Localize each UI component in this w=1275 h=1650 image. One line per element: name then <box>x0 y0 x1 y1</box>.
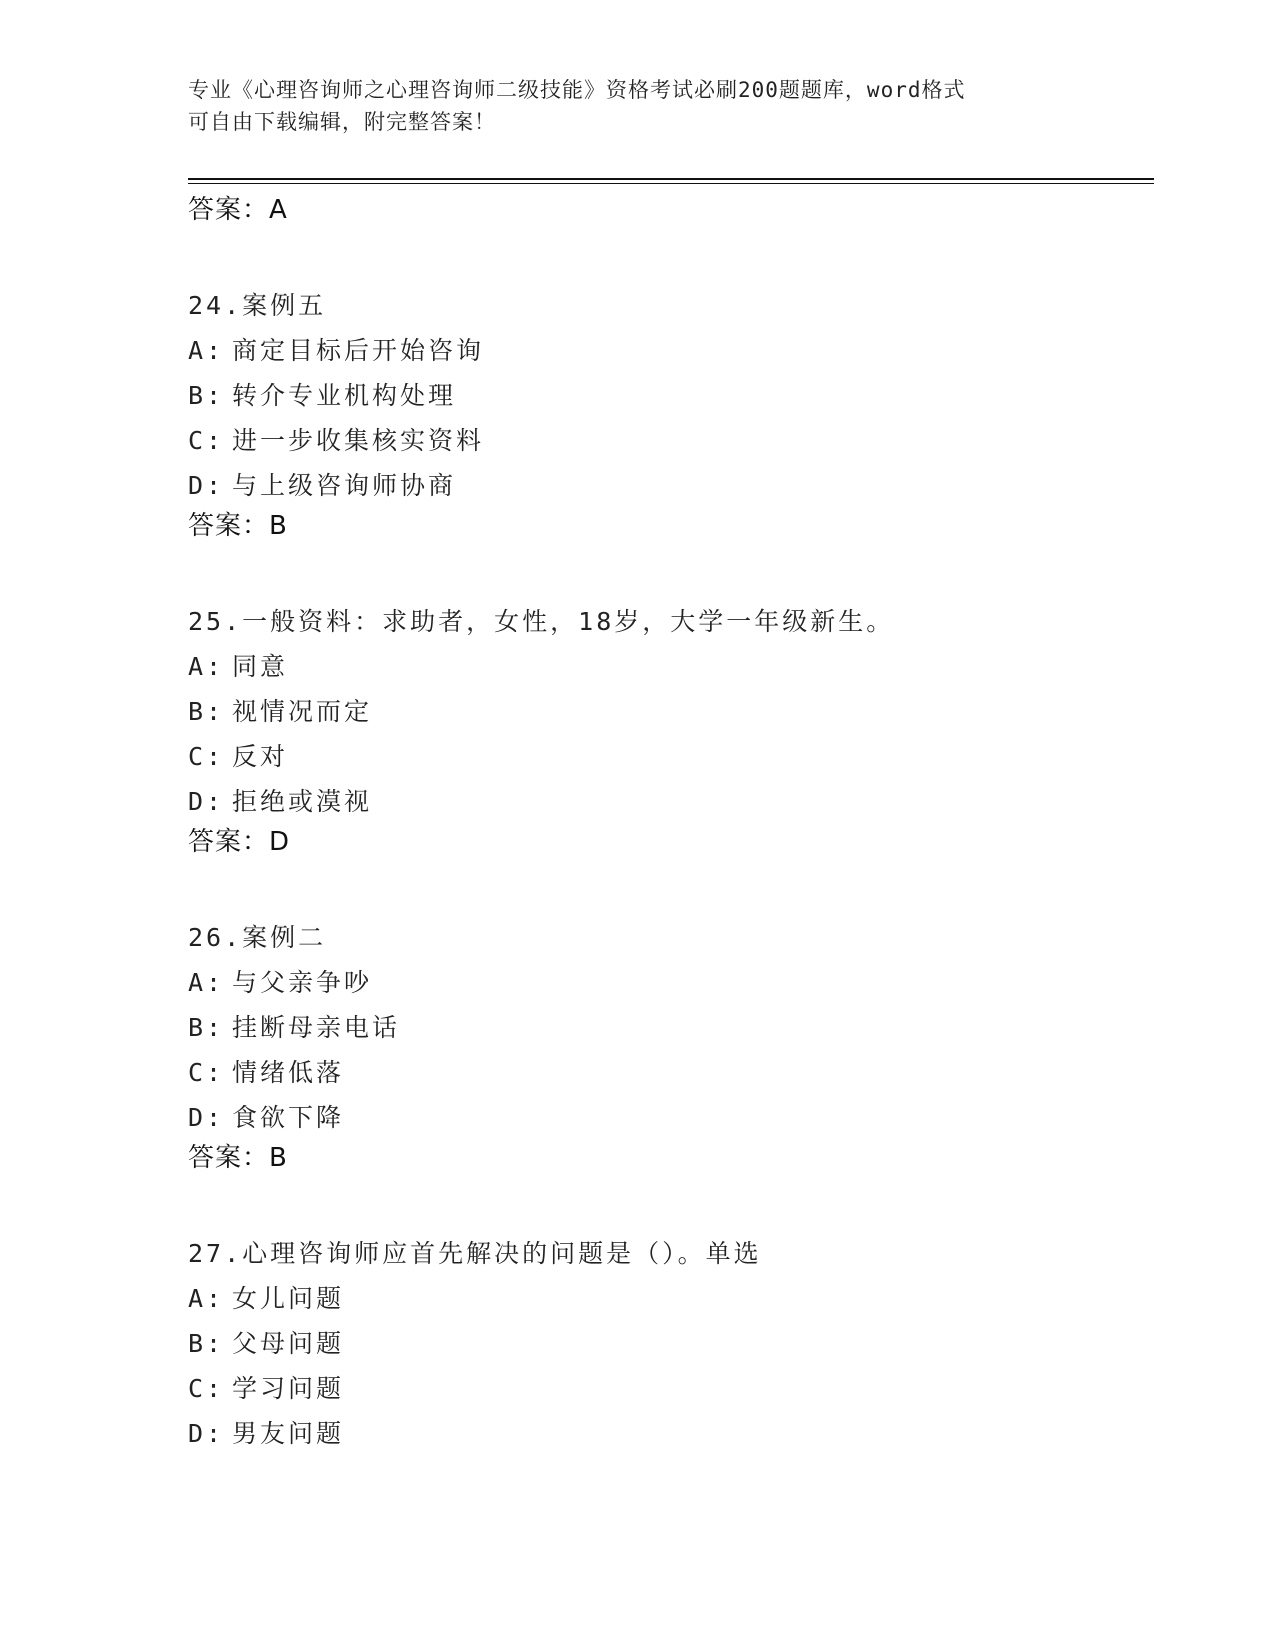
option-text: 男友问题 <box>232 1419 345 1448</box>
option-letter: B: <box>188 381 225 410</box>
option-text: 进一步收集核实资料 <box>232 426 485 455</box>
option-d <box>188 1411 1148 1456</box>
option-text: 父母问题 <box>232 1329 345 1358</box>
answer-line: 答案：A <box>188 195 288 225</box>
question-title: 26.案例二 <box>188 923 327 952</box>
option-letter: C: <box>188 1058 225 1087</box>
option-text: 商定目标后开始咨询 <box>232 336 485 365</box>
option-text: 同意 <box>232 652 289 681</box>
option-b <box>188 373 1148 418</box>
option-b <box>188 689 1148 734</box>
option-letter: A: <box>188 968 225 997</box>
spacer <box>188 544 1148 599</box>
answer-line: 答案：B <box>188 1143 288 1173</box>
document-header <box>188 74 1088 138</box>
question-block <box>188 915 1148 1176</box>
header-rule-thick <box>188 178 1154 180</box>
option-c <box>188 1366 1148 1411</box>
option-text: 女儿问题 <box>232 1284 345 1313</box>
header-rule-thin <box>188 183 1154 184</box>
question-block <box>188 283 1148 544</box>
option-text: 视情况而定 <box>232 697 373 726</box>
option-letter: C: <box>188 1374 225 1403</box>
option-letter: D: <box>188 1419 225 1448</box>
option-d <box>188 779 1148 824</box>
option-d <box>188 463 1148 508</box>
option-text: 转介专业机构处理 <box>232 381 457 410</box>
spacer <box>188 228 1148 283</box>
spacer <box>188 860 1148 915</box>
option-b <box>188 1005 1148 1050</box>
option-letter: C: <box>188 742 225 771</box>
option-a <box>188 1276 1148 1321</box>
question-block <box>188 599 1148 860</box>
option-letter: A: <box>188 1284 225 1313</box>
option-c <box>188 418 1148 463</box>
option-letter: A: <box>188 336 225 365</box>
option-text: 与父亲争吵 <box>232 968 373 997</box>
question-list <box>188 192 1148 1456</box>
option-text: 情绪低落 <box>232 1058 345 1087</box>
question-title: 27.心理咨询师应首先解决的问题是（）。单选 <box>188 1239 762 1268</box>
option-a <box>188 328 1148 373</box>
spacer <box>188 1176 1148 1231</box>
option-text: 拒绝或漠视 <box>232 787 373 816</box>
option-a <box>188 960 1148 1005</box>
question-block <box>188 1231 1148 1456</box>
option-letter: B: <box>188 1329 225 1358</box>
answer-line: 答案：D <box>188 827 291 857</box>
option-letter: B: <box>188 697 225 726</box>
option-text: 食欲下降 <box>232 1103 345 1132</box>
option-d <box>188 1095 1148 1140</box>
option-letter: A: <box>188 652 225 681</box>
option-letter: D: <box>188 787 225 816</box>
option-text: 挂断母亲电话 <box>232 1013 401 1042</box>
option-c <box>188 1050 1148 1095</box>
option-letter: B: <box>188 1013 225 1042</box>
header-line-2: 可自由下载编辑，附完整答案！ <box>188 110 496 134</box>
question-title: 25.一般资料：求助者，女性，18岁，大学一年级新生。 <box>188 607 895 636</box>
option-text: 与上级咨询师协商 <box>232 471 457 500</box>
header-line-1: 专业《心理咨询师之心理咨询师二级技能》资格考试必刷200题题库，word格式 <box>188 78 966 102</box>
option-letter: C: <box>188 426 225 455</box>
option-text: 反对 <box>232 742 289 771</box>
option-b <box>188 1321 1148 1366</box>
option-a <box>188 644 1148 689</box>
option-letter: D: <box>188 471 225 500</box>
option-c <box>188 734 1148 779</box>
option-text: 学习问题 <box>232 1374 345 1403</box>
question-title: 24.案例五 <box>188 291 327 320</box>
option-letter: D: <box>188 1103 225 1132</box>
answer-line: 答案：B <box>188 511 288 541</box>
